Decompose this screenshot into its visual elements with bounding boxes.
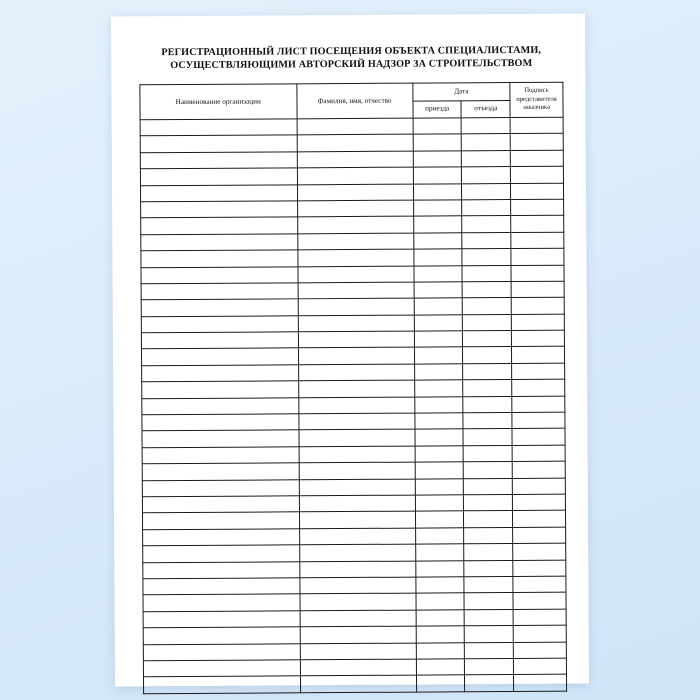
cell-date-departure[interactable]	[463, 429, 512, 446]
cell-full-name[interactable]	[298, 430, 414, 447]
table-body	[140, 117, 566, 693]
cell-signature[interactable]	[512, 461, 565, 478]
cell-date-departure[interactable]	[462, 167, 511, 184]
cell-organization[interactable]	[143, 578, 300, 595]
cell-signature[interactable]	[510, 166, 563, 183]
cell-organization[interactable]	[142, 430, 299, 447]
cell-full-name[interactable]	[297, 216, 413, 233]
cell-date-arrival[interactable]	[415, 495, 464, 512]
cell-organization[interactable]	[143, 561, 300, 578]
page-title-line-2: ОСУЩЕСТВЛЯЮЩИМИ АВТОРСКИЙ НАДЗОР ЗА СТРОИТЕЛЬСТВОМ	[170, 57, 533, 72]
cell-full-name[interactable]	[298, 364, 414, 381]
column-header-date-group: Дата	[413, 83, 510, 101]
cell-organization[interactable]	[141, 299, 298, 316]
cell-date-departure[interactable]	[464, 511, 513, 528]
cell-date-arrival[interactable]	[413, 118, 462, 135]
cell-date-departure[interactable]	[462, 216, 511, 233]
cell-full-name[interactable]	[299, 544, 415, 561]
cell-organization[interactable]	[142, 479, 299, 496]
cell-date-arrival[interactable]	[415, 396, 464, 413]
cell-full-name[interactable]	[298, 413, 414, 430]
cell-full-name[interactable]	[299, 462, 415, 479]
cell-full-name[interactable]	[299, 561, 415, 578]
cell-full-name[interactable]	[299, 577, 415, 594]
cell-full-name[interactable]	[298, 380, 414, 397]
cell-full-name[interactable]	[297, 167, 413, 184]
column-header-organization: Наименование организации	[140, 84, 297, 120]
cell-signature[interactable]	[513, 642, 566, 659]
cell-signature[interactable]	[513, 527, 566, 544]
cell-date-departure[interactable]	[464, 576, 513, 593]
cell-organization[interactable]	[141, 250, 298, 267]
cell-full-name[interactable]	[299, 528, 415, 545]
cell-organization[interactable]	[143, 627, 300, 644]
column-header-signature: Подпись представителя заказчика	[510, 82, 563, 117]
cell-date-departure[interactable]	[464, 494, 513, 511]
cell-signature[interactable]	[511, 216, 564, 233]
cell-date-arrival[interactable]	[416, 577, 465, 594]
cell-signature[interactable]	[512, 478, 565, 495]
cell-date-arrival[interactable]	[415, 462, 464, 479]
cell-date-departure[interactable]	[464, 544, 513, 561]
cell-signature[interactable]	[514, 674, 567, 691]
cell-signature[interactable]	[511, 281, 564, 298]
cell-date-departure[interactable]	[463, 298, 512, 315]
cell-date-arrival[interactable]	[413, 216, 462, 233]
table-row	[143, 674, 566, 693]
cell-date-arrival[interactable]	[416, 675, 465, 692]
cell-date-departure[interactable]	[462, 150, 511, 167]
cell-full-name[interactable]	[300, 659, 416, 676]
cell-date-departure[interactable]	[463, 396, 512, 413]
cell-date-departure[interactable]	[464, 462, 513, 479]
cell-organization[interactable]	[141, 316, 298, 333]
cell-signature[interactable]	[511, 232, 564, 249]
column-header-full-name: Фамилия, имя, отчество	[296, 83, 413, 119]
cell-full-name[interactable]	[299, 511, 415, 528]
cell-signature[interactable]	[512, 379, 565, 396]
cell-full-name[interactable]	[300, 643, 416, 660]
cell-date-departure[interactable]	[462, 199, 511, 216]
cell-date-arrival[interactable]	[413, 151, 462, 168]
cell-date-departure[interactable]	[463, 314, 512, 331]
cell-signature[interactable]	[511, 314, 564, 331]
cell-signature[interactable]	[513, 658, 566, 675]
cell-signature[interactable]	[511, 248, 564, 265]
cell-organization[interactable]	[141, 201, 298, 218]
cell-date-arrival[interactable]	[416, 659, 465, 676]
cell-date-arrival[interactable]	[416, 626, 465, 643]
cell-full-name[interactable]	[298, 282, 414, 299]
cell-signature[interactable]	[513, 560, 566, 577]
cell-signature[interactable]	[512, 347, 565, 364]
cell-date-departure[interactable]	[464, 527, 513, 544]
cell-signature[interactable]	[513, 576, 566, 593]
cell-signature[interactable]	[511, 183, 564, 200]
cell-date-arrival[interactable]	[413, 167, 462, 184]
cell-signature[interactable]	[513, 593, 566, 610]
cell-full-name[interactable]	[297, 233, 413, 250]
cell-full-name[interactable]	[299, 593, 415, 610]
cell-organization[interactable]	[142, 496, 299, 513]
cell-organization[interactable]	[141, 348, 298, 365]
cell-date-arrival[interactable]	[415, 446, 464, 463]
column-header-date-arrival: приезда	[413, 100, 462, 118]
cell-full-name[interactable]	[300, 675, 416, 692]
cell-organization[interactable]	[140, 168, 297, 185]
cell-organization[interactable]	[142, 397, 299, 414]
cell-date-arrival[interactable]	[413, 183, 462, 200]
cell-organization[interactable]	[140, 119, 297, 136]
column-header-date-departure: отъезда	[461, 100, 510, 118]
cell-date-arrival[interactable]	[416, 560, 465, 577]
cell-full-name[interactable]	[297, 200, 413, 217]
cell-date-arrival[interactable]	[414, 347, 463, 364]
document-page	[111, 14, 589, 687]
cell-date-departure[interactable]	[462, 249, 511, 266]
cell-date-arrival[interactable]	[414, 249, 463, 266]
cell-signature[interactable]	[512, 429, 565, 446]
cell-date-departure[interactable]	[463, 380, 512, 397]
page-title-line-1: РЕГИСТРАЦИОННЫЙ ЛИСТ ПОСЕЩЕНИЯ ОБЪЕКТА СПЕЦИАЛИСТАМИ,	[161, 44, 542, 59]
cell-organization[interactable]	[142, 381, 299, 398]
cell-organization[interactable]	[141, 266, 298, 283]
cell-date-arrival[interactable]	[414, 380, 463, 397]
cell-signature[interactable]	[512, 445, 565, 462]
cell-date-departure[interactable]	[465, 626, 514, 643]
cell-date-departure[interactable]	[464, 445, 513, 462]
cell-full-name[interactable]	[300, 610, 416, 627]
cell-organization[interactable]	[143, 643, 300, 660]
cell-date-arrival[interactable]	[413, 134, 462, 151]
table-header	[140, 82, 563, 120]
cell-date-departure[interactable]	[465, 642, 514, 659]
cell-date-departure[interactable]	[462, 265, 511, 282]
cell-date-departure[interactable]	[463, 281, 512, 298]
cell-full-name[interactable]	[297, 151, 413, 168]
cell-signature[interactable]	[512, 494, 565, 511]
page-content	[139, 44, 567, 694]
cell-organization[interactable]	[142, 365, 299, 382]
cell-signature[interactable]	[512, 412, 565, 429]
cell-date-departure[interactable]	[464, 478, 513, 495]
cell-signature[interactable]	[513, 543, 566, 560]
cell-date-arrival[interactable]	[416, 642, 465, 659]
cell-full-name[interactable]	[298, 397, 414, 414]
cell-date-arrival[interactable]	[415, 511, 464, 528]
cell-organization[interactable]	[141, 234, 298, 251]
cell-full-name[interactable]	[297, 249, 413, 266]
cell-organization[interactable]	[142, 414, 299, 431]
cell-date-arrival[interactable]	[414, 298, 463, 315]
cell-signature[interactable]	[513, 511, 566, 528]
cell-organization[interactable]	[143, 545, 300, 562]
cell-full-name[interactable]	[297, 135, 413, 152]
cell-signature[interactable]	[510, 117, 563, 134]
cell-date-departure[interactable]	[463, 363, 512, 380]
cell-organization[interactable]	[143, 594, 300, 611]
cell-date-arrival[interactable]	[416, 544, 465, 561]
cell-signature[interactable]	[511, 297, 564, 314]
cell-date-departure[interactable]	[463, 331, 512, 348]
cell-organization[interactable]	[142, 512, 299, 529]
cell-full-name[interactable]	[298, 298, 414, 315]
cell-date-arrival[interactable]	[414, 265, 463, 282]
cell-date-departure[interactable]	[465, 658, 514, 675]
cell-full-name[interactable]	[300, 626, 416, 643]
cell-full-name[interactable]	[299, 495, 415, 512]
cell-date-arrival[interactable]	[415, 429, 464, 446]
cell-full-name[interactable]	[297, 266, 413, 283]
cell-date-departure[interactable]	[465, 675, 514, 692]
registration-table	[139, 82, 567, 694]
cell-signature[interactable]	[513, 609, 566, 626]
cell-date-arrival[interactable]	[413, 200, 462, 217]
cell-date-arrival[interactable]	[415, 528, 464, 545]
cell-signature[interactable]	[511, 265, 564, 282]
cell-date-departure[interactable]	[462, 134, 511, 151]
cell-signature[interactable]	[511, 199, 564, 216]
cell-date-arrival[interactable]	[414, 282, 463, 299]
cell-full-name[interactable]	[297, 118, 413, 135]
cell-full-name[interactable]	[298, 331, 414, 348]
cell-organization[interactable]	[143, 529, 300, 546]
cell-full-name[interactable]	[299, 446, 415, 463]
cell-date-departure[interactable]	[465, 609, 514, 626]
cell-date-departure[interactable]	[464, 593, 513, 610]
cell-date-departure[interactable]	[463, 347, 512, 364]
cell-signature[interactable]	[513, 625, 566, 642]
cell-organization[interactable]	[142, 463, 299, 480]
cell-date-departure[interactable]	[462, 232, 511, 249]
cell-signature[interactable]	[512, 363, 565, 380]
cell-full-name[interactable]	[298, 348, 414, 365]
cell-full-name[interactable]	[299, 479, 415, 496]
cell-date-arrival[interactable]	[416, 593, 465, 610]
cell-organization[interactable]	[143, 676, 300, 693]
cell-date-arrival[interactable]	[414, 364, 463, 381]
cell-date-arrival[interactable]	[415, 478, 464, 495]
cell-date-arrival[interactable]	[414, 314, 463, 331]
cell-date-arrival[interactable]	[415, 413, 464, 430]
cell-organization[interactable]	[143, 611, 300, 628]
page-title	[143, 44, 559, 73]
cell-signature[interactable]	[511, 330, 564, 347]
cell-organization[interactable]	[142, 447, 299, 464]
cell-signature[interactable]	[510, 150, 563, 167]
cell-date-arrival[interactable]	[414, 331, 463, 348]
cell-organization[interactable]	[141, 283, 298, 300]
cell-date-arrival[interactable]	[416, 610, 465, 627]
cell-signature[interactable]	[512, 396, 565, 413]
cell-signature[interactable]	[510, 134, 563, 151]
cell-organization[interactable]	[140, 135, 297, 152]
cell-date-departure[interactable]	[463, 413, 512, 430]
cell-organization[interactable]	[140, 152, 297, 169]
cell-organization[interactable]	[141, 332, 298, 349]
cell-organization[interactable]	[141, 217, 298, 234]
cell-date-departure[interactable]	[462, 183, 511, 200]
cell-date-arrival[interactable]	[414, 233, 463, 250]
cell-organization[interactable]	[143, 660, 300, 677]
cell-date-departure[interactable]	[464, 560, 513, 577]
cell-date-departure[interactable]	[462, 118, 511, 135]
cell-organization[interactable]	[140, 184, 297, 201]
cell-full-name[interactable]	[298, 315, 414, 332]
cell-full-name[interactable]	[297, 184, 413, 201]
